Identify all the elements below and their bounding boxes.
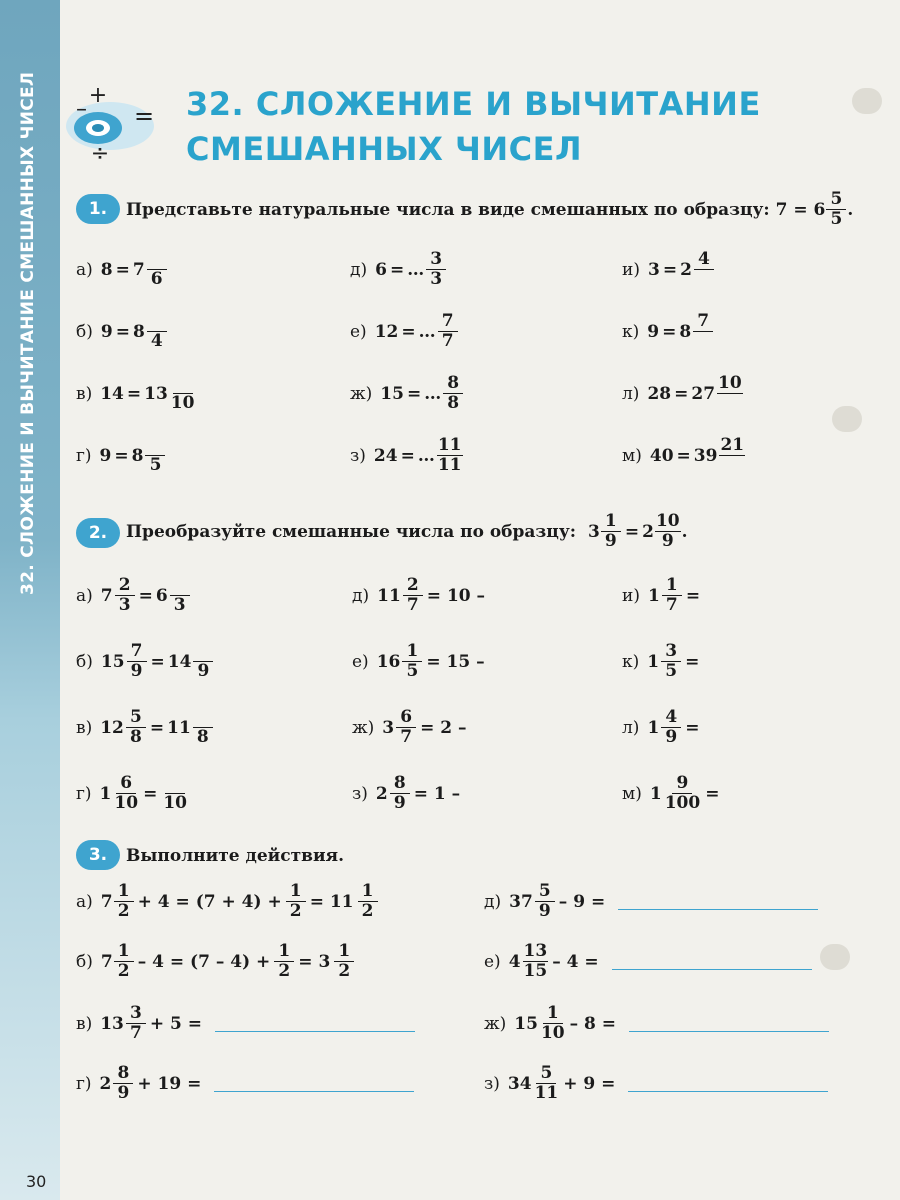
- task-1-item: г) 9 = 8 5: [76, 436, 166, 475]
- fraction: $\frac{13}{15}$: [523, 941, 548, 981]
- bleed-badge: [852, 88, 882, 114]
- fraction: 6: [147, 250, 167, 289]
- bleed-badge: [820, 944, 850, 970]
- answer-line[interactable]: [214, 1075, 414, 1092]
- task-2-badge: 2.: [76, 518, 120, 548]
- fraction: 21: [720, 435, 745, 455]
- task-1-instruction: Представьте натуральные числа в виде смешанных по образцу: 7 = 6 $\frac{5}{5}$ .: [126, 189, 854, 229]
- task-1-item: е) 12 = … $\frac{7}{7}$: [350, 312, 459, 351]
- task-3-item-a: а) 7 $\frac{1}{2}$ + 4 = (7 + 4) + $\frac{1}{2}$ = 11 $\frac{1}{2}$: [76, 882, 379, 921]
- fraction: $\frac{2}{3}$: [115, 576, 135, 615]
- fraction: $\frac{6}{10}$: [114, 773, 139, 813]
- task-3-item-b: б) 7 $\frac{1}{2}$ – 4 = (7 – 4) + $\frac{1}{2}$ = 3 $\frac{1}{2}$: [76, 942, 355, 981]
- task-2-instruction-text: Преобразуйте смешанные числа по образцу:: [126, 521, 576, 542]
- fraction: $\frac{3}{3}$: [426, 250, 446, 289]
- task-3-badge: 3.: [76, 840, 120, 870]
- fraction: 8: [193, 708, 213, 747]
- fraction: $\frac{5}{8}$: [126, 708, 146, 747]
- sidebar-title: 32. СЛОЖЕНИЕ И ВЫЧИТАНИЕ СМЕШАННЫХ ЧИСЕЛ: [18, 71, 38, 595]
- page-number: 30: [26, 1172, 47, 1191]
- fraction: $\frac{6}{7}$: [396, 708, 416, 747]
- fraction: 9: [193, 642, 213, 681]
- fraction: $\frac{2}{7}$: [403, 576, 423, 615]
- fraction: $\frac{1}{7}$: [662, 576, 682, 615]
- task-1-item: м) 40 = 39 21: [622, 436, 746, 475]
- task-1-item: ж) 15 = … $\frac{8}{8}$: [350, 374, 464, 413]
- task-2-item: е) 16 $\frac{1}{5}$ = 15 –: [352, 641, 485, 681]
- task-1-item: к) 9 = 8 7: [622, 312, 714, 351]
- task-3-item: ж) 15 $\frac{1}{10}$ – 8 =: [484, 1004, 829, 1043]
- fraction: $\frac{8}{9}$: [113, 1064, 133, 1103]
- fraction: 5: [145, 436, 165, 475]
- task-2-item: б) 15 $\frac{7}{9}$ = 14 9: [76, 642, 214, 681]
- math-symbols-logo: [58, 82, 164, 162]
- title-line-1: 32. СЛОЖЕНИЕ И ВЫЧИТАНИЕ: [186, 85, 761, 123]
- fraction: $\frac{7}{7}$: [438, 312, 458, 351]
- task-2-item: к) 1 $\frac{3}{5}$ =: [622, 641, 700, 681]
- task-3-item: з) 34 $\frac{5}{11}$ + 9 =: [484, 1064, 828, 1103]
- answer-line[interactable]: [629, 1015, 829, 1032]
- fraction: $\frac{8}{9}$: [390, 774, 410, 813]
- task-1-item: д) 6 = … $\frac{3}{3}$: [350, 250, 447, 289]
- sidebar-strip: [0, 0, 60, 1200]
- task-1-item: и) 3 = 2 4: [622, 250, 715, 289]
- title-line-2: СМЕШАННЫХ ЧИСЕЛ: [186, 130, 583, 168]
- task-2-item: л) 1 $\frac{4}{9}$ =: [622, 707, 700, 747]
- task-3-item: г) 2 $\frac{8}{9}$ + 19 =: [76, 1064, 414, 1103]
- fraction: $\frac{4}{9}$: [661, 708, 681, 747]
- fraction: 7: [693, 312, 713, 351]
- task-2-item: и) 1 $\frac{1}{7}$ =: [622, 575, 701, 615]
- fraction: $\frac{5}{11}$: [534, 1063, 559, 1103]
- fraction: 10: [718, 373, 742, 393]
- task-3-item: д) 37 $\frac{5}{9}$ – 9 =: [484, 882, 818, 921]
- task-1-item: л) 28 = 27 10: [622, 374, 744, 413]
- answer-line[interactable]: [215, 1015, 415, 1032]
- svg-text:+: +: [88, 83, 108, 108]
- task-3-item: в) 13 $\frac{3}{7}$ + 5 =: [76, 1004, 415, 1043]
- task-1-instruction-text: Представьте натуральные числа в виде смешанных по образцу: 7 = 6: [126, 199, 826, 220]
- fraction: $\frac{1}{10}$: [540, 1003, 565, 1043]
- task-1-item: а) 8 = 7 6: [76, 250, 168, 289]
- fraction: 4: [147, 312, 167, 351]
- answer-line[interactable]: [618, 893, 818, 910]
- task-2-item: з) 2 $\frac{8}{9}$ = 1 –: [352, 773, 461, 813]
- task-2-instruction: Преобразуйте смешанные числа по образцу: 3 $\frac{1}{9}$ = 2 $\frac{10}{9}$ .: [126, 511, 688, 551]
- page-title: [186, 82, 761, 172]
- svg-text:=: =: [134, 102, 155, 130]
- svg-text:–: –: [76, 97, 87, 122]
- svg-text:÷: ÷: [90, 141, 110, 162]
- task-1-item: в) 14 = 13 10: [76, 374, 196, 413]
- bleed-badge: [832, 406, 862, 432]
- fraction: 4: [694, 250, 714, 289]
- fraction: $\frac{11}{11}$: [437, 435, 462, 475]
- fraction: 10: [162, 774, 188, 813]
- fraction: $\frac{5}{9}$: [535, 882, 555, 921]
- task-3-instruction: Выполните действия.: [126, 846, 345, 866]
- fraction: $\frac{3}{5}$: [661, 642, 681, 681]
- task-2-item: ж) 3 $\frac{6}{7}$ = 2 –: [352, 707, 467, 747]
- task-2-item: д) 11 $\frac{2}{7}$ = 10 –: [352, 575, 486, 615]
- task-3-item: е) 4 $\frac{13}{15}$ – 4 =: [484, 942, 812, 981]
- task-1-sample-fraction: $\frac{5}{5}$: [826, 190, 846, 229]
- task-2-item: м) 1 $\frac{9}{100}$ =: [622, 773, 720, 813]
- fraction: 3: [170, 576, 190, 615]
- task-1-item: б) 9 = 8 4: [76, 312, 168, 351]
- fraction: $\frac{1}{5}$: [402, 642, 422, 681]
- fraction: $\frac{8}{8}$: [443, 374, 463, 413]
- answer-line[interactable]: [612, 953, 812, 970]
- task-1-item: з) 24 = … $\frac{11}{11}$: [350, 435, 462, 475]
- answer-line[interactable]: [628, 1075, 828, 1092]
- fraction: $\frac{9}{100}$: [664, 773, 701, 813]
- fraction: $\frac{7}{9}$: [127, 642, 147, 681]
- task-2-item: а) 7 $\frac{2}{3}$ = 6 3: [76, 576, 191, 615]
- fraction: 10: [170, 374, 196, 413]
- task-2-item: г) 1 $\frac{6}{10}$ = 10: [76, 773, 187, 813]
- fraction: $\frac{3}{7}$: [126, 1004, 146, 1043]
- task-2-item: в) 12 $\frac{5}{8}$ = 11 8: [76, 708, 214, 747]
- task-1-badge: 1.: [76, 194, 120, 224]
